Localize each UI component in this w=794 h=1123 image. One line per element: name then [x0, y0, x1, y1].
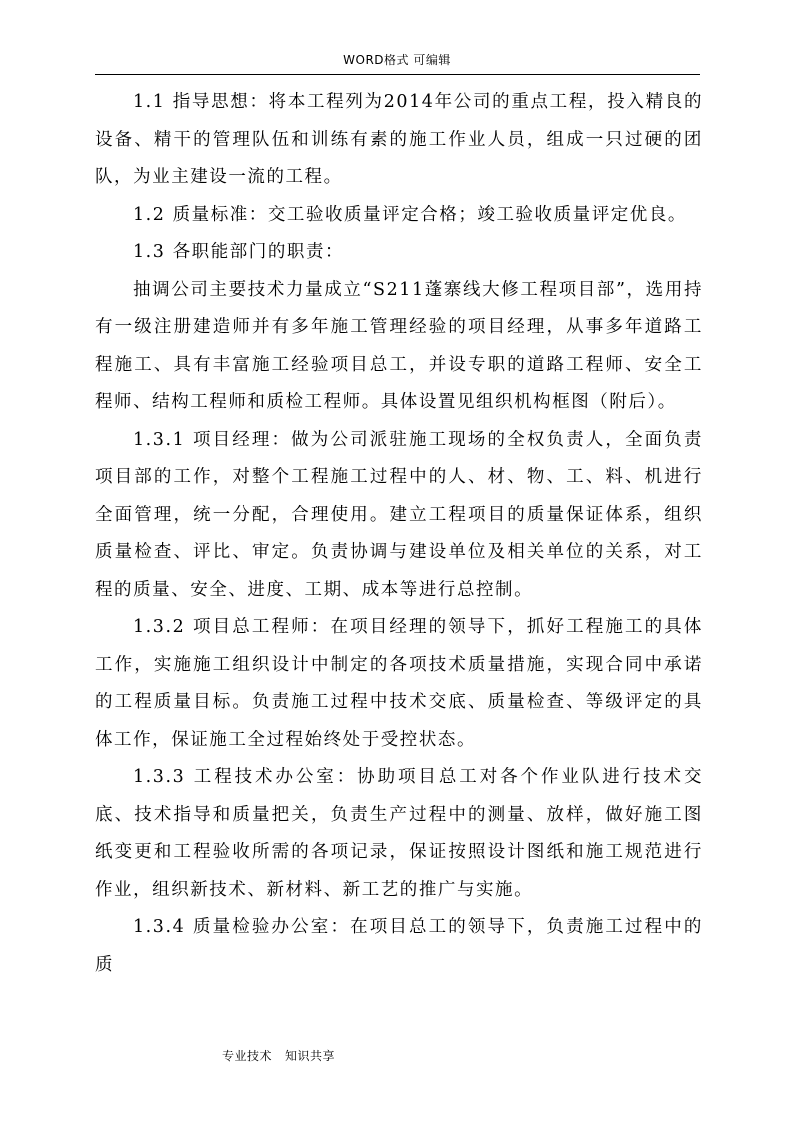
header-divider — [95, 74, 700, 75]
paragraph-quality-standard: 1.2 质量标准：交工验收质量评定合格；竣工验收质量评定优良。 — [133, 204, 687, 225]
paragraph-quality-inspection-office: 1.3.4 质量检验办公室：在项目总工的领导下，负责施工过程中的质 — [95, 917, 703, 975]
paragraph-chief-engineer: 1.3.2 项目总工程师：在项目经理的领导下，抓好工程施工的具体工作，实施施工组织设计中制定的各项技术质量措施，实现合同中承诺的工程质量目标。负责施工过程中技术交底、质量检查、等级评定的具体工作，保证施工全过程始终处于受控状态。 — [95, 617, 703, 750]
paragraph-project-manager: 1.3.1 项目经理：做为公司派驻施工现场的全权负责人，全面负责项目部的工作，对整个工程施工过程中的人、材、物、工、料、机进行全面管理，统一分配，合理使用。建立工程项目的质量保证体系，组织质量检查、评比、审定。负责协调与建设单位及相关单位的关系，对工程的质量、安全、进度、工期、成本等进行总控制。 — [95, 429, 703, 600]
paragraph-guiding-ideology: 1.1 指导思想：将本工程列为2014年公司的重点工程，投入精良的设备、精干的管理队伍和训练有素的施工作业人员，组成一只过硬的团队，为业主建设一流的工程。 — [95, 92, 703, 187]
document-body — [95, 84, 703, 984]
page-header: WORD格式 可编辑 — [343, 53, 451, 67]
paragraph-department-duties-heading: 1.3 各职能部门的职责： — [133, 242, 345, 262]
paragraph-technical-office: 1.3.3 工程技术办公室：协助项目总工对各个作业队进行技术交底、技术指导和质量把关，负责生产过程中的测量、放样，做好施工图纸变更和工程验收所需的各项记录，保证按照设计图纸和施工规范进行作业，组织新技术、新材料、新工艺的推广与实施。 — [95, 767, 703, 900]
paragraph-project-department-setup: 抽调公司主要技术力量成立“S211蓬寨线大修工程项目部”，选用持有一级注册建造师并有多年施工管理经验的项目经理，从事多年道路工程施工、具有丰富施工经验项目总工，并设专职的道路工程师、安全工程师、结构工程师和质检工程师。具体设置见组织机构框图（附后）。 — [95, 279, 703, 412]
page-footer: 专业技术 知识共享 — [222, 1049, 335, 1063]
